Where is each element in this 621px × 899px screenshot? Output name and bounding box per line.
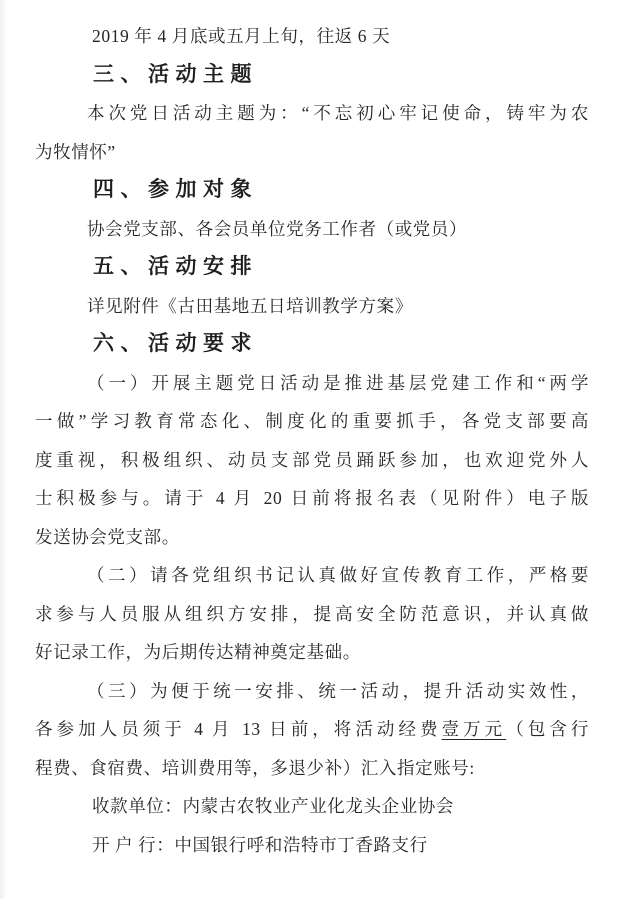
text-line: 士积极参与。请于 4 月 20 日前将报名表（见附件）电子版 (35, 488, 589, 508)
section-heading: 三、活动主题 (93, 62, 258, 86)
text-line: 收款单位：内蒙古农牧业产业化龙头企业协会 (92, 796, 454, 816)
text-line: 度重视，积极组织、动员支部党员踊跃参加，也欢迎党外人 (35, 449, 589, 470)
text-segment: 各参加人员须于 4 月 13 日前，将活动经费 (35, 719, 442, 739)
section-heading: 六、活动要求 (93, 332, 258, 355)
text-line: 求参与人员服从组织方安排，提高安全防范意识，并认真做 (35, 603, 589, 624)
text-line: 一做”学习教育常态化、制度化的重要抓手，各党支部要高 (35, 411, 589, 431)
text-segment: （包含行 (506, 719, 589, 739)
text-line (35, 710, 589, 749)
text-line: 协会党支部、各会员单位党务工作者（或党员） (87, 218, 468, 239)
text-line: 程费、食宿费、培训费用等，多退少补）汇入指定账号: (35, 757, 475, 778)
text-line: （二）请各党组织书记认真做好宣传教育工作，严格要 (87, 565, 589, 585)
text-line: 开 户 行：中国银行呼和浩特市丁香路支行 (92, 834, 428, 855)
text-line: （三）为便于统一安排、统一活动，提升活动实效性， (87, 680, 589, 701)
section-heading: 五、活动安排 (93, 255, 258, 278)
text-line: 本次党日活动主题为：“不忘初心牢记使命，铸牢为农 (87, 103, 589, 123)
text-line: 发送协会党支部。 (35, 526, 180, 547)
underlined-text: 壹万元 (441, 719, 507, 739)
section-heading: 四、参加对象 (93, 178, 258, 201)
document-content (35, 17, 589, 864)
text-line: 2019 年 4 月底或五月上旬，往返 6 天 (92, 26, 391, 46)
text-line: 为牧情怀” (35, 141, 116, 162)
text-line: 好记录工作，为后期传达精神奠定基础。 (35, 642, 361, 662)
text-line: （一）开展主题党日活动是推进基层党建工作和“两学 (87, 372, 589, 393)
text-line: 详见附件《古田基地五日培训教学方案》 (87, 295, 413, 316)
